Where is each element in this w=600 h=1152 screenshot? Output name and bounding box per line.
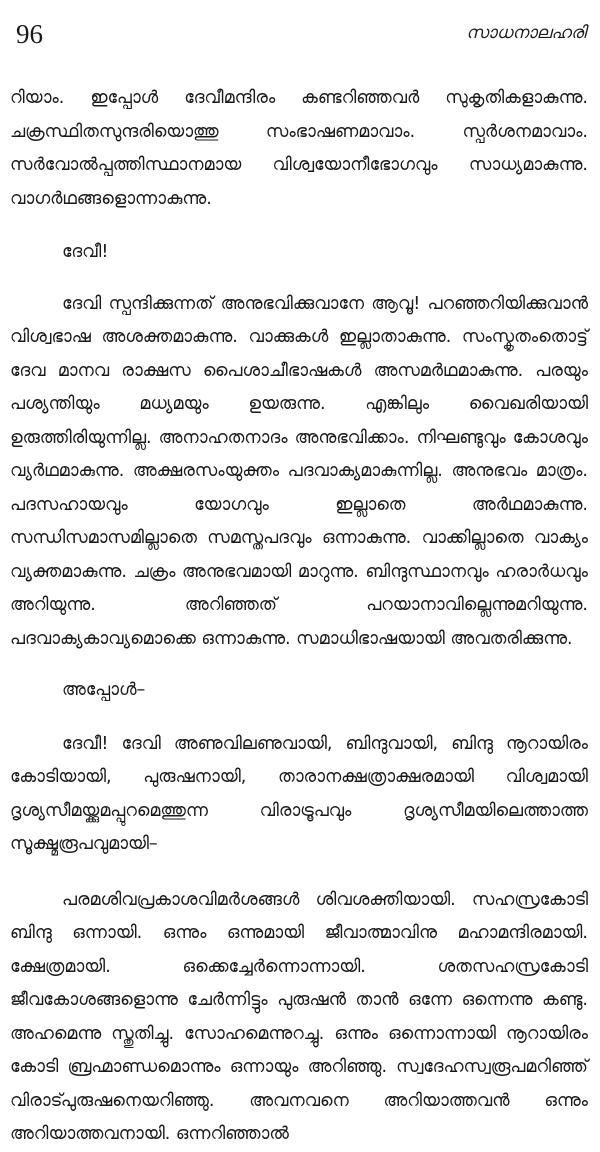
page-header: [10, 14, 586, 54]
page-body: [10, 82, 588, 1152]
page-number: 96: [16, 19, 43, 49]
paragraph-4: അപ്പോൾ–: [62, 680, 146, 700]
paragraph-2: ദേവീ!: [62, 242, 109, 262]
paragraph-6: പരമശിവപ്രകാശവിമർശങ്ങൾ ശിവശക്തിയായി. സഹസ്രകോടി ബിന്ദു ഒന്നായി. ഒന്നും ഒന്നുമായി ജീവാത്മാവിനു മഹാമന്ദിരമായി. ക്ഷേത്രമായി. ഒക്കെച്ചേർന്നൊന്നായി. ശതസഹസ്രകോടി ജീവകോശങ്ങളൊന്നു ചേർന്നിട്ടും പുരുഷൻ താൻ ഒന്നേ ഒന്നെന്നു കണ്ടു. അഹമെന്നു സ്തുതിച്ചു. സോഹമെന്നുറച്ചു. ഒന്നും ഒന്നൊന്നായി നൂറായിരം കോടി ബ്രഹ്മാണ്ഡമൊന്നും ഒന്നായും അറിഞ്ഞു. സ്വദേഹസ്വരൂപമറിഞ്ഞ് വിരാട്പുരുഷനെയറിഞ്ഞു. അവനവനെ അറിയാത്തവൻ ഒന്നും അറിയാത്തവനായി. ഒന്നറിഞ്ഞാൽ: [10, 889, 588, 1144]
paragraph-5: ദേവീ! ദേവി അണുവിലണുവായി, ബിന്ദുവായി, ബിന്ദു നൂറായിരം കോടിയായി, പുരുഷനായി, താരാനക്ഷത്രാക്ഷരമായി വിശ്വമായി ദൃശ്യസീമയ്ക്കുമപ്പുറമെത്തുന്ന വിരാട്രൂപവും ദൃശ്യസീമയിലെത്താത്ത സൂക്ഷ്മരൂപവുമായി–: [10, 733, 588, 854]
running-head-title: സാധനാലഹരി: [466, 23, 586, 43]
paragraph-1: റിയാം. ഇപ്പോൾ ദേവീമന്ദിരം കണ്ടറിഞ്ഞവർ സുകൃതികളാകുന്നു. ചക്രസ്ഥിതസുന്ദരിയൊത്തു സംഭാഷണമാവാം. സ്പർശനമാവാം. സർവോൽപ്പത്തിസ്ഥാനമായ വിശ്വയോനീഭോഗവും സാധ്യമാകുന്നു. വാഗർഥങ്ങളൊന്നാകുന്നു.: [10, 88, 588, 209]
paragraph-3: ദേവി സ്പന്ദിക്കുന്നത് അനുഭവിക്കുവാനേ ആവൂ! പറഞ്ഞറിയിക്കുവാൻ വിശ്വഭാഷ അശക്തമാകുന്നു. വാക്കുകൾ ഇല്ലാതാകുന്നു. സംസ്കൃതംതൊട്ട് ദേവ മാനവ രാക്ഷസ പൈശാചീഭാഷകൾ അസമർഥമാകുന്നു. പരയും പശ്യന്തിയും മധ്യമയും ഉയരുന്നു. എങ്കിലും വൈഖരിയായി ഉരുത്തിരിയുന്നില്ല. അനാഹതനാദം അനുഭവിക്കാം. നിഘണ്ടുവും കോശവും വ്യർഥമാകുന്നു. അക്ഷരസംയുക്തം പദവാക്യമാകുന്നില്ല. അനുഭവം മാത്രം. പദസഹായവും യോഗവും ഇല്ലാതെ അർഥമാകുന്നു. സന്ധിസമാസമില്ലാതെ സമസ്തപദവും ഒന്നാകുന്നു. വാക്കില്ലാതെ വാക്യം വ്യക്തമാകുന്നു. ചക്രം അനുഭവമായി മാറുന്നു. ബിന്ദുസ്ഥാനവും ഹരാർധവും അറിയുന്നു. അറിഞ്ഞത് പറയാനാവില്ലെന്നുമറിയുന്നു. പദവാക്യകാവ്യമൊക്കെ ഒന്നാകുന്നു. സമാധിഭാഷയായി അവതരിക്കുന്നു.: [10, 293, 588, 649]
